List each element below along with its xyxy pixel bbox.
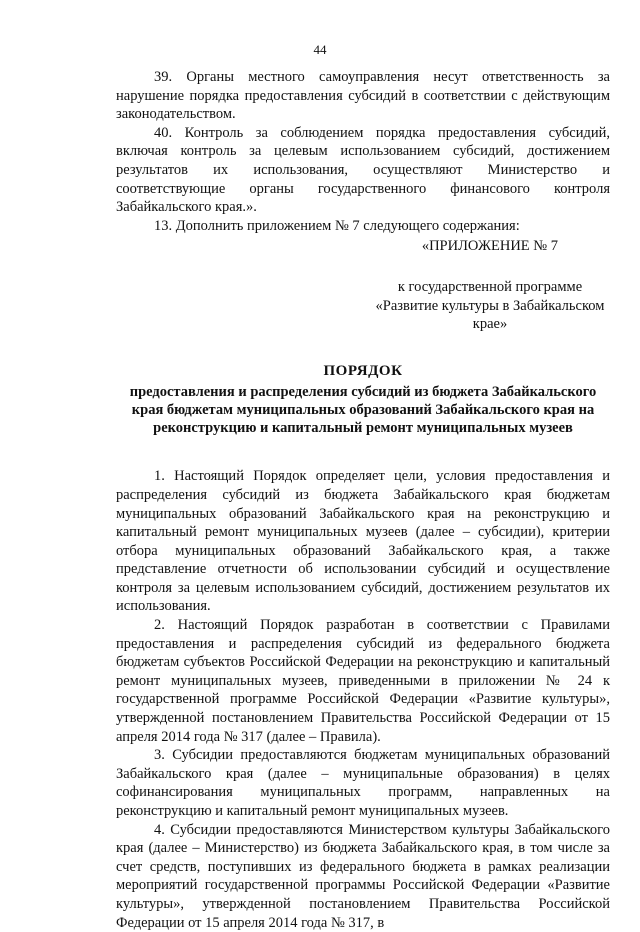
paragraph-13: 13. Дополнить приложением № 7 следующего содержания: <box>154 217 520 234</box>
paragraph-4: 4. Субсидии предоставляются Министерством культуры Забайкальского края (далее – Министерство) из бюджета Забайкальского края, в том числе за счет средств, поступивших из федерального бюджета в рамках реализации мероприятий государственной программы Российской Федерации «Развитие культуры», утвержденной постановлением Правительства Российской Федерации от 15 апреля 2014 года № 317, в <box>116 821 610 931</box>
paragraph-1: 1. Настоящий Порядок определяет цели, условия предоставления и распределения субсидий из бюджета Забайкальского края бюджетам муниципальных образований Забайкальского края на реконструкцию и капитальный ремонт муниципальных музеев (далее – субсидии), критерии отбора муниципальных образований Забайкальского края, а также представление отчетности об использовании субсидий и осуществление контроля за целевым использованием субсидий, достижением результатов их использования. <box>116 468 610 615</box>
paragraph-2: 2. Настоящий Порядок разработан в соответствии с Правилами предоставления и распределения субсидий из федерального бюджета бюджетам субъектов Российской Федерации на реконструкцию и капитальный ремонт муниципальных музеев, приведенными в приложении № 24 к государственной программе Российской Федерации «Развитие культуры», утвержденной постановлением Правительства Российской Федерации от 15 апреля 2014 года № 317 (далее – Правила). <box>116 617 610 745</box>
paragraph-39: 39. Органы местного самоуправления несут ответственность за нарушение порядка предоставления субсидий в соответствии с действующим законодательством. <box>116 69 610 123</box>
approval-line: к государственной программе <box>397 278 583 295</box>
approval-block <box>370 278 610 334</box>
appendix-label: «ПРИЛОЖЕНИЕ № 7 <box>421 238 558 255</box>
page-content <box>116 68 610 932</box>
document-subtitle: предоставления и распределения субсидий из бюджета Забайкальского края бюджетам муниципальных образований Забайкальского края на реконструкцию и капитальный ремонт муниципальных музеев <box>129 384 597 437</box>
document-title: ПОРЯДОК <box>323 362 403 379</box>
paragraph-40: 40. Контроль за соблюдением порядка предоставления субсидий, включая контроль за целевым использованием субсидий, достижением результатов их использования, осуществляют Министерство и соответствующие органы государственного финансового контроля Забайкальского края.». <box>116 124 610 216</box>
approval-line: крае» <box>472 316 508 333</box>
document-body <box>116 467 610 932</box>
approval-line: «Развитие культуры в Забайкальском <box>375 297 605 314</box>
page-number: 44 <box>313 42 327 57</box>
paragraph-3: 3. Субсидии предоставляются бюджетам муниципальных образований Забайкальского края (далее – муниципальные образования) в целях софинансирования муниципальных программ, направленных на реконструкцию и капитальный ремонт муниципальных музеев. <box>116 747 610 819</box>
